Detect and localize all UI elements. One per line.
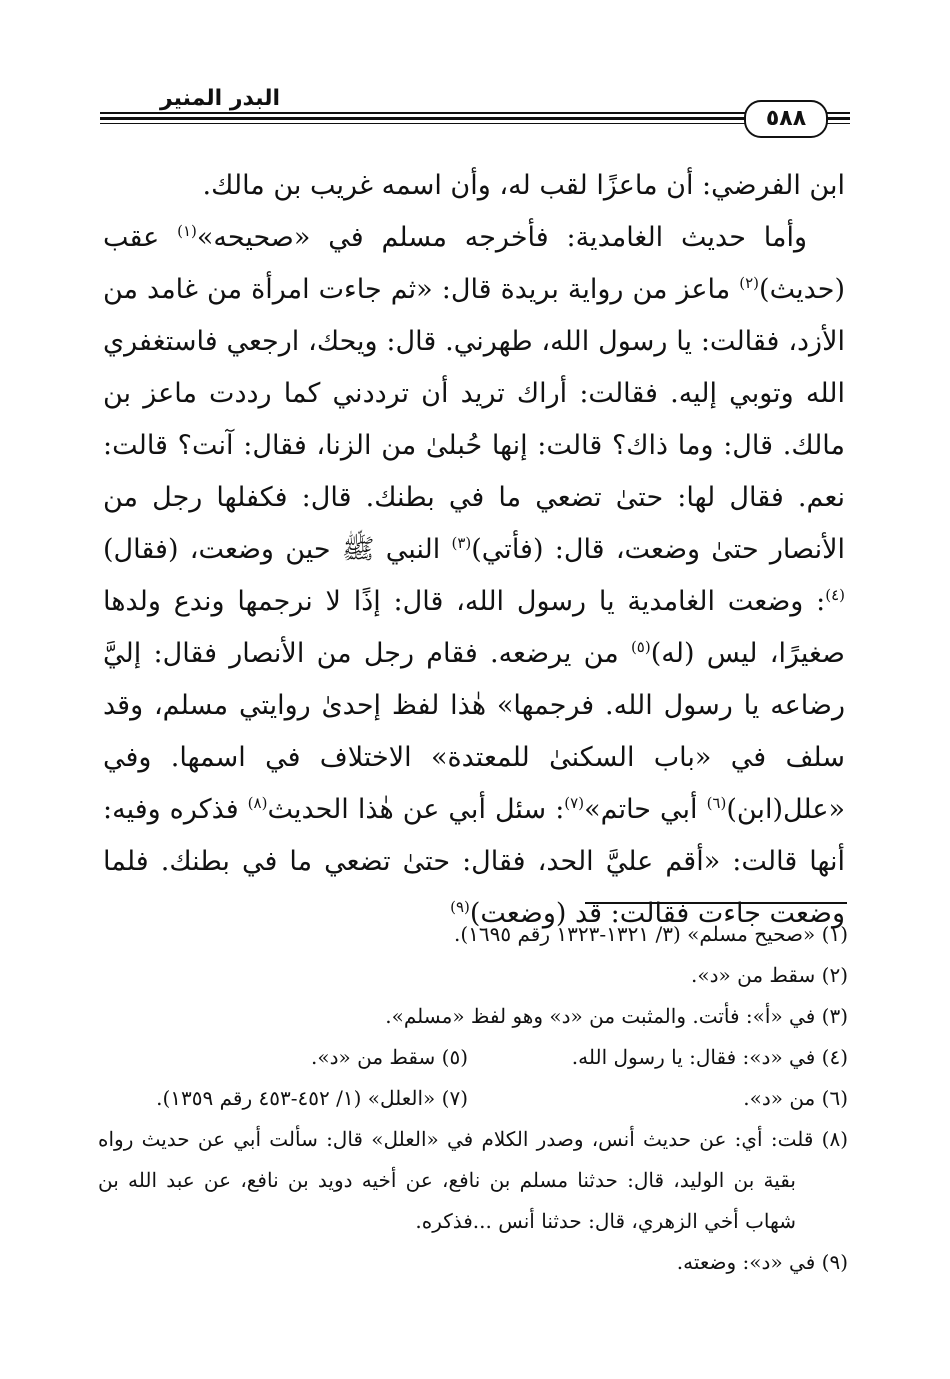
main-text bbox=[103, 160, 845, 940]
footnote-ref: (٣) bbox=[451, 534, 472, 552]
footnote: (٨) قلت: أي: عن حديث أنس، وصدر الكلام في «العلل» قال: سألت أبي عن حديث رواه بقية بن الوليد، قال: حدثنا مسلم بن نافع، عن أخيه دويد بن نافع، عن عبد الله بن شهاب أخي الزهري، قال: حدثنا أنس ...فذكره. bbox=[98, 1127, 848, 1233]
text-run: أبي حاتم» bbox=[584, 794, 707, 825]
text-run: : وضعت الغامدية يا رسول الله، قال: إذًا لا نرجمها وندع ولدها صغيرًا، ليس (له) bbox=[103, 586, 845, 669]
text-run: : سئل أبي عن هٰذا الحديث bbox=[267, 794, 565, 825]
footnote-ref: (١) bbox=[177, 222, 197, 240]
text-line: ابن الفرضي: أن ماعزًا لقب له، وأن اسمه غريب بن مالك. bbox=[202, 170, 845, 201]
footnote: (٤) في «د»: فقال: يا رسول الله. bbox=[571, 1045, 848, 1069]
footnote-row bbox=[98, 1037, 848, 1078]
paragraph bbox=[103, 212, 845, 940]
footnote-ref: (٧) bbox=[564, 794, 585, 812]
footnotes bbox=[98, 914, 848, 1283]
footnote: (٦) من «د». bbox=[743, 1086, 848, 1110]
text-run: فذكره وفيه: أنها قالت: «أقم عليَّ الحد، فقال: حتىٰ تضعي ما في بطنك. فلما وضعت جاءت فقالت: قد (وضعت) bbox=[103, 794, 845, 929]
footnote-row bbox=[98, 1078, 848, 1119]
footnote-ref: (٤) bbox=[825, 586, 845, 604]
page-header bbox=[100, 86, 850, 136]
footnote-ref: (٦) bbox=[706, 794, 727, 812]
footnote-ref: (٢) bbox=[739, 274, 760, 292]
footnote: (٢) سقط من «د». bbox=[691, 963, 848, 987]
text-run: النبي ﷺ حين وضعت، (فقال) bbox=[103, 534, 452, 565]
footnote-ref: (٩) bbox=[450, 898, 470, 916]
text-run: ماعز من رواية بريدة قال: «ثم جاءت امرأة من غامد من الأزد، فقالت: يا رسول الله، طهرني. قال: ويحك، ارجعي فاستغفري الله وتوبي إليه. فقالت: أراك تريد أن ترددني كما رددت ماعز بن مالك. قال: وما ذاك؟ قالت: إنها حُبلىٰ من الزنا، فقال: آنت؟ قالت: نعم. فقال لها: حتىٰ تضعي ما في بطنك. قال: فكفلها رجل من الأنصار حتىٰ وضعت، قال: (فأتي) bbox=[103, 274, 845, 565]
footnote: (١) «صحيح مسلم» (٣/ ١٣٢١-١٣٢٣ رقم ١٦٩٥). bbox=[454, 922, 848, 946]
header-rule bbox=[100, 112, 850, 114]
book-title: البدر المنير bbox=[150, 86, 290, 111]
text-run: عقب (حديث) bbox=[103, 222, 845, 305]
page-number: ٥٨٨ bbox=[744, 100, 828, 138]
footnote-ref: (٥) bbox=[630, 638, 651, 656]
text-run: من يرضعه. فقام رجل من الأنصار فقال: إليَّ رضاعه يا رسول الله. فرجمها» هٰذا لفظ إحدىٰ روايتي مسلم، وقد سلف في «باب السكنىٰ للمعتدة» الاختلاف في اسمها. وفي «علل(ابن) bbox=[103, 638, 845, 825]
footnote-separator bbox=[585, 902, 847, 904]
footnote-ref: (٨) bbox=[247, 794, 268, 812]
header-rule bbox=[100, 123, 850, 124]
text-run: وأما حديث الغامدية: فأخرجه مسلم في «صحيحه» bbox=[196, 222, 807, 253]
footnote: (٣) في «أ»: فأتت. والمثبت من «د» وهو لفظ «مسلم». bbox=[385, 1004, 848, 1028]
footnote: (٧) «العلل» (١/ ٤٥٢-٤٥٣ رقم ١٣٥٩). bbox=[156, 1086, 468, 1110]
header-rule bbox=[100, 117, 850, 120]
footnote: (٩) في «د»: وضعته. bbox=[676, 1250, 848, 1274]
footnote: (٥) سقط من «د». bbox=[311, 1045, 468, 1069]
